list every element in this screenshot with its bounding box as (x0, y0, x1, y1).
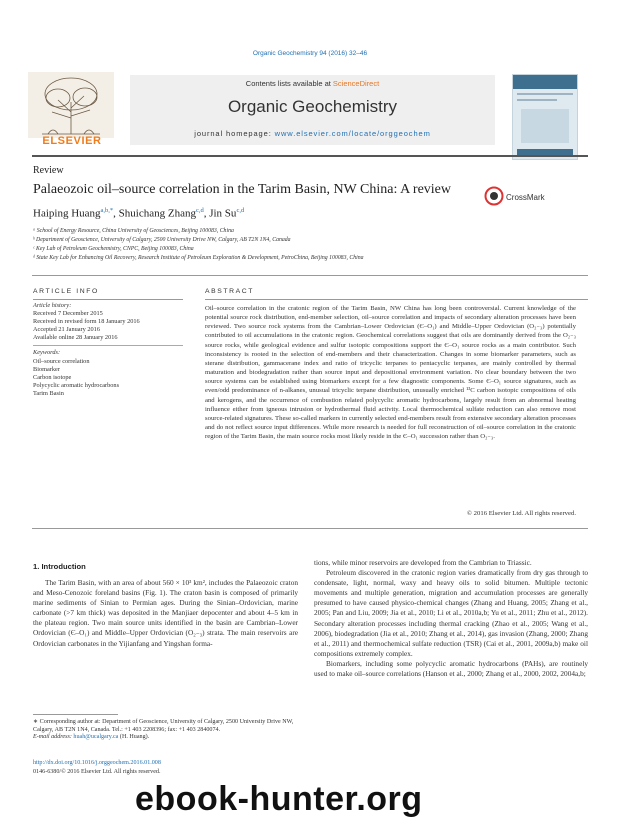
history-entry: Available online 28 January 2016 (33, 334, 118, 342)
article-type: Review (33, 165, 64, 176)
history-entry: Received 7 December 2015 (33, 310, 103, 318)
affiliation: ᶜ Key Lab of Petroleum Geochemistry, CNPC, Beijing 100083, China (33, 246, 194, 252)
keywords-label: Keywords: (33, 349, 61, 357)
header-rule (32, 155, 588, 157)
email-label: E-mail address: (33, 734, 74, 741)
paragraph: Petroleum discovered in the cratonic region varies dramatically from dry gas through to condensate, light, normal, waxy and heavy oils to solid bitumen. Multiple tectonic movements and multiple generation, migration and accumulation processes are generally presumed to have caused physico-chemical changes (Zhang and Huang, 2005; Zhang et al., 2005; Pan and Liu, 2009; Jia et al., 2010; Li et al., 2010a,b; Yu et al., 2011; Zhu et al., 2012). Secondary alteration processes including thermal cracking (Zhao et al., 2005; Wang et al., 2006), biodegradation (Jia et al., 2010; Zhang et al., 2014), gas invasion (Zhang, 2000; Zhang et al., 2011) and thermochemical sulfate reduction (TSR) (Cai et al., 2001, 2009a,b) make oil compositions extremely complex. (314, 568, 588, 658)
affiliation-rule (32, 275, 588, 276)
doi-link[interactable]: http://dx.doi.org/10.1016/j.orggeochem.2016.01.008 (33, 760, 161, 766)
info-divider (33, 345, 183, 346)
keyword: Polycyclic aromatic hydrocarbons (33, 381, 120, 389)
elsevier-wordmark: ELSEVIER (42, 135, 102, 147)
abstract-rule (205, 299, 588, 300)
affiliation: ᵃ School of Energy Resource, China University of Geosciences, Beijing 100083, China (33, 228, 234, 234)
history-entry: Received in revised form 18 January 2016 (33, 318, 140, 326)
homepage-prefix: journal homepage: (194, 129, 275, 138)
journal-cover-thumbnail (512, 74, 578, 160)
history-entry: Accepted 21 January 2016 (33, 326, 100, 334)
article-title: Palaeozoic oil–source correlation in the Tarim Basin, NW China: A review (33, 182, 452, 197)
watermark-text: ebook-hunter.org (135, 780, 423, 818)
abstract-copyright: © 2016 Elsevier Ltd. All rights reserved. (466, 510, 576, 517)
history-label: Article history: (33, 302, 72, 309)
abstract-bottom-rule (32, 528, 588, 529)
abstract-heading: ABSTRACT (205, 288, 255, 295)
intro-paragraph: The Tarim Basin, with an area of about 560 × 10³ km², includes the Palaeozoic craton and Meso-Cenozoic foreland basins (Fig. 1). The craton basin is composed of primarily marine sediments of Sinian to Permian ages. During the Sinian–Ordovician, marine carbonate (>7 km thick) was deposited in the Manjiaer depocenter and about 4–5 km in the plateau region. Two main source units identified in the basin are Cambrian–Lower Ordovician (Є–O₁) and Middle–Upper Ordovician (O₂₋₃) strata. The main reservoirs are Ordovician carbonates in the Yijianfang and Yingshan forma- (33, 578, 298, 648)
author-affil-sup[interactable]: c,d (236, 207, 245, 214)
journal-title: Organic Geochemistry (227, 97, 398, 116)
homepage-link[interactable]: www.elsevier.com/locate/orggeochem (274, 129, 431, 138)
paragraph: Biomarkers, including some polycyclic aromatic hydrocarbons (PAHs), are routinely used to make oil–source correlations (Hanson et al., 2000; Zhang et al., 2000, 2002, 2004a,b; (314, 658, 588, 679)
right-column (314, 558, 588, 679)
contents-prefix: Contents lists available at (245, 79, 333, 88)
crossmark-badge[interactable] (484, 186, 584, 206)
article-info-heading: ARTICLE INFO (33, 288, 99, 295)
article-info-rule (33, 299, 183, 300)
sciencedirect-link[interactable]: ScienceDirect (332, 79, 380, 88)
section-heading-introduction: 1. Introduction (33, 562, 86, 571)
affiliation: ᵇ Department of Geoscience, University of Calgary, 2500 University Drive NW, Calgary, AB T2N 1N4, Canada (33, 237, 291, 243)
keyword: Carbon isotope (33, 373, 72, 381)
footnote-rule (33, 714, 118, 715)
abstract-text: Oil–source correlation in the cratonic region of the Tarim Basin, NW China has long been controversial. Current knowledge of the potential source rock distribution, end-member selection, oil–source correlation and impacts of secondary alteration processes have been reviewed. Two source rock systems from the Cambrian–Lower Ordovician (Є–O₁) and Middle–Upper Ordovician (O₂₋₃) potentially contributed to oil accumulations in the cratonic region. Geochemical correlations suggest that oils are dominantly derived from the O₂₋₃ source rocks, while geological evidence and sulfur isotopic compositions support the Є–O₁ source rocks as a main contributor. Such inconsistency is rooted in the selection of end-members and their characterization. Changes in some biomarker parameters, such as sterane distribution, gammacerane index and ratio of tricyclic terpanes to pentacyclic terpanes, are mainly controlled by thermal maturation and biodegradation rather than source input and depositional environment variation. No clear boundary between the two source systems can be established using biomarkers except for a few diagnostic components. Some Є–O₁ source signatures, such as even/odd predominance of n-alkanes, unusual tricyclic terpane distribution, unusually enriched ¹³C carbon isotopic compositions of oils and kerogens, and the occurrence of combustion related polycyclic aromatic hydrocarbons, largely result from an abnormal heating influence either from igneous intrusion or hydrothermal fluid activity. Local thermochemical sulfate reduction can also remove most source-related signatures. These so-called markers in currently selected end-members result from extensive secondary alteration processes and do not reflect source input differences. While more research is needed for full reconstruction of oil–source correlation in the cratonic region of the Tarim Basin, the main source rocks most likely reside in the Є–O₁ succession rather than O₂₋₃. (205, 305, 576, 441)
journal-homepage (130, 129, 495, 138)
author-affil-sup[interactable]: a,b,* (100, 207, 114, 214)
keyword: Oil–source correlation (33, 357, 90, 365)
email-suffix: (H. Huang). (118, 734, 150, 741)
elsevier-tree-logo (28, 72, 114, 138)
corresponding-author-footnote (33, 719, 298, 742)
author-name[interactable]: Jin Su (209, 207, 237, 220)
crossmark-label: CrossMark (506, 193, 545, 202)
affiliation: ᵈ State Key Lab for Enhancing Oil Recovery, Research Institute of Petroleum Exploration & Development, PetroChina, Beijing 100083, China (33, 255, 364, 261)
author-list: Haiping Huang$^{a,b,*}$, Shuichang Zhang$^{c,d}$, Jin Su$^{c,d}$ (33, 207, 245, 220)
paragraph: tions, while minor reservoirs are developed from the Cambrian to Triassic. (314, 558, 532, 567)
issn-copyright: 0146-6380/© 2016 Elsevier Ltd. All rights reserved. (33, 769, 161, 775)
contents-line (130, 79, 495, 88)
keyword: Biomarker (33, 365, 60, 373)
keyword: Tarim Basin (33, 389, 64, 397)
footnote-text: ∗ Corresponding author at: Department of Geoscience, University of Calgary, 2500 University Drive NW, Calgary, AB T2N 1N4, Canada. Tel.: +1 403 2208396; fax: +1 403 2840074. (33, 719, 294, 733)
email-link[interactable]: huah@ucalgary.ca (73, 734, 119, 741)
author-name[interactable]: Haiping Huang (33, 207, 101, 220)
author-affil-sup[interactable]: c,d (195, 207, 204, 214)
journal-citation[interactable]: Organic Geochemistry 94 (2016) 32–46 (252, 50, 368, 57)
author-name[interactable]: Shuichang Zhang (118, 207, 196, 220)
article-info (33, 302, 183, 398)
